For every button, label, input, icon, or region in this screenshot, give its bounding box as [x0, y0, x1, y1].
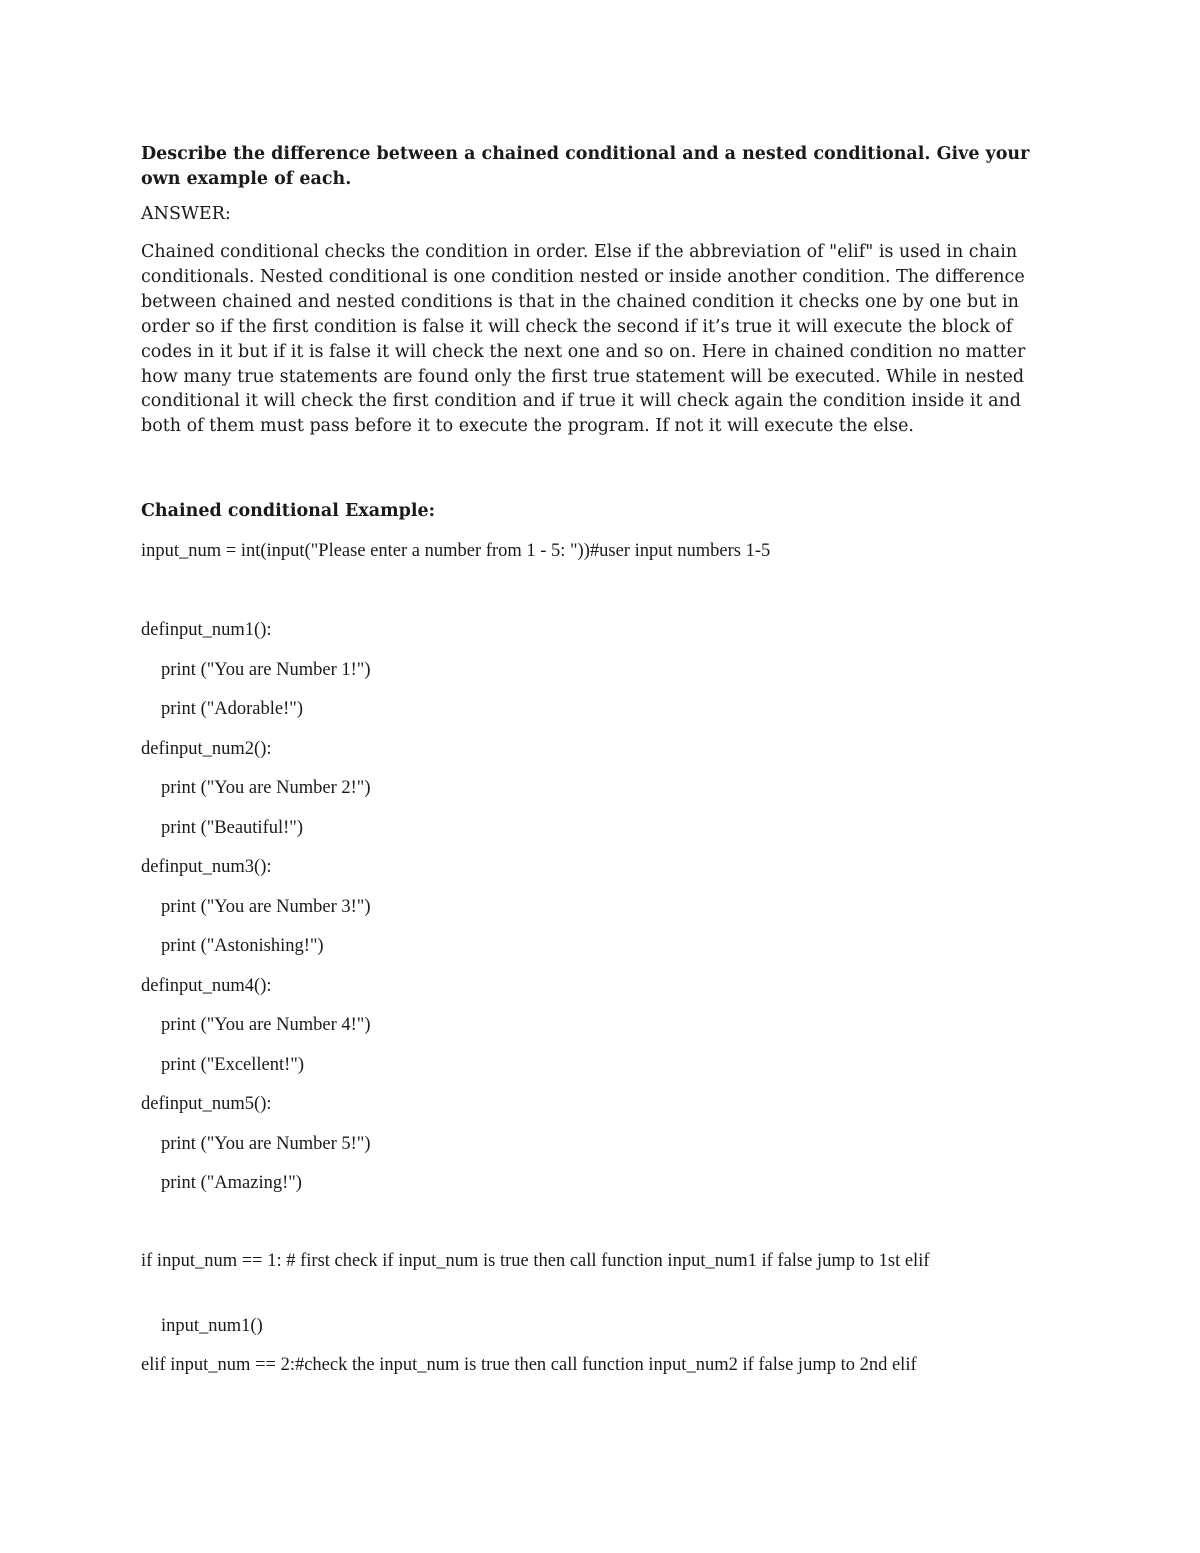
code-if-line: if input_num == 1: # first check if input_num is true then call function input_num1 if false jump to 1st elif: [141, 1251, 930, 1271]
code-print-line: print ("You are Number 1!"): [161, 660, 371, 680]
code-def-input-num3: definput_num3():: [141, 857, 272, 877]
document-page: [141, 142, 1056, 1375]
code-def-input-num2: definput_num2():: [141, 739, 272, 759]
code-def-input-num5: definput_num5():: [141, 1094, 272, 1114]
code-print-line: print ("You are Number 4!"): [161, 1015, 371, 1035]
example-heading: Chained conditional Example:: [141, 501, 436, 521]
code-print-line: print ("You are Number 3!"): [161, 897, 371, 917]
code-print-line: print ("Amazing!"): [161, 1173, 302, 1193]
code-print-line: print ("Adorable!"): [161, 699, 303, 719]
code-print-line: print ("You are Number 5!"): [161, 1134, 371, 1154]
code-print-line: print ("Astonishing!"): [161, 936, 324, 956]
code-def-input-num4: definput_num4():: [141, 976, 272, 996]
answer-label: ANSWER:: [141, 204, 231, 224]
code-if-body: input_num1(): [161, 1316, 263, 1336]
question-heading: Describe the difference between a chained conditional and a nested conditional. Give your own example of each.: [141, 144, 1030, 189]
code-print-line: print ("Excellent!"): [161, 1055, 305, 1075]
code-def-input-num1: definput_num1():: [141, 620, 272, 640]
code-print-line: print ("Beautiful!"): [161, 818, 303, 838]
code-print-line: print ("You are Number 2!"): [161, 778, 371, 798]
answer-paragraph: Chained conditional checks the condition in order. Else if the abbreviation of "elif" is used in chain conditionals. Nested conditional is one condition nested or inside another condition. The difference between chained and nested conditions is that in the chained condition it checks one by one but in order so if the first condition is false it will check the second if it’s true it will execute the block of codes in it but if it is false it will check the next one and so on. Here in chained condition no matter how many true statements are found only the first true statement will be executed. While in nested conditional it will check the first condition and if true it will check again the condition inside it and both of them must pass before it to execute the program. If not it will execute the else.: [141, 242, 1026, 437]
code-input-line: input_num = int(input("Please enter a number from 1 - 5: "))#user input numbers 1-5: [141, 541, 771, 561]
code-elif-line: elif input_num == 2:#check the input_num is true then call function input_num2 if false jump to 2nd elif: [141, 1355, 917, 1375]
